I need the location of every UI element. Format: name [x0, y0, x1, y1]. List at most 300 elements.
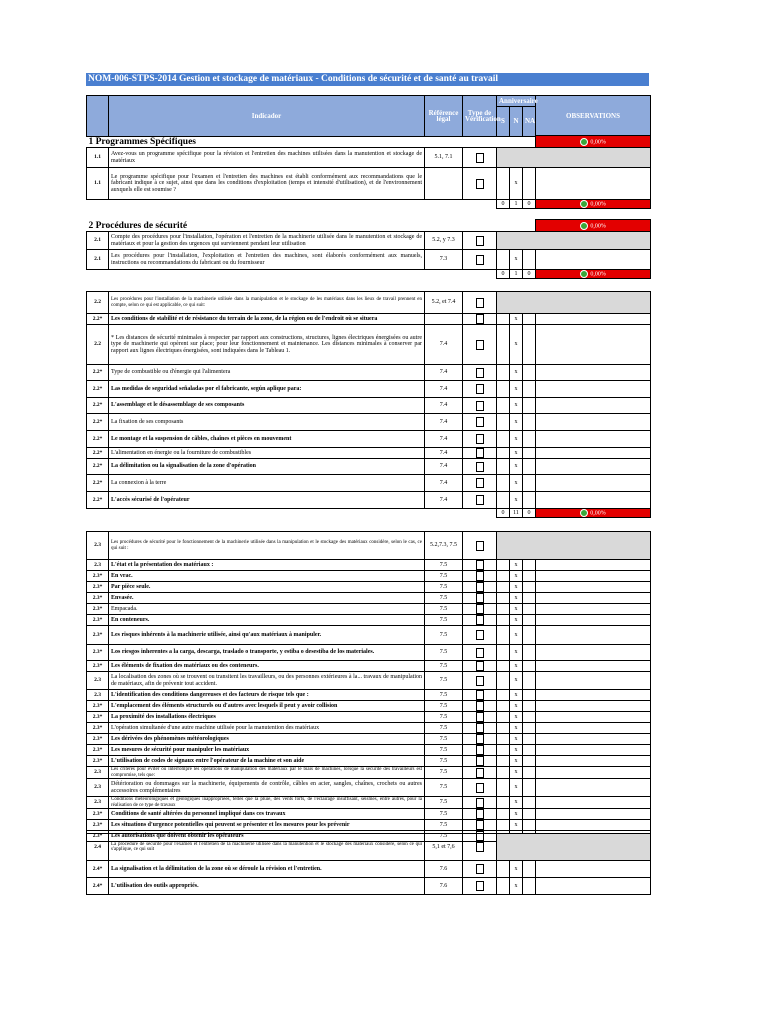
answer-n[interactable]: x — [510, 604, 523, 615]
status-dot-icon — [580, 270, 588, 278]
verification-cell — [463, 690, 497, 701]
table-row — [87, 797, 651, 809]
answer-na[interactable] — [523, 571, 536, 582]
col-header-type: Type de Vérification — [463, 96, 497, 137]
verification-checkbox[interactable] — [476, 571, 484, 581]
observations-cell[interactable] — [536, 809, 651, 820]
observations-cell[interactable] — [536, 661, 651, 672]
observations-cell[interactable] — [536, 645, 651, 661]
legal-reference: 7.4 — [425, 325, 463, 365]
legal-reference: 7.6 — [425, 861, 463, 878]
answer-na[interactable] — [523, 645, 536, 661]
legal-reference: 7.5 — [425, 712, 463, 723]
answer-s[interactable] — [497, 168, 510, 200]
answer-n[interactable]: x — [510, 745, 523, 756]
total-percent: 0,00% — [536, 200, 651, 209]
answer-n[interactable]: x — [510, 168, 523, 200]
answer-n[interactable]: x — [510, 734, 523, 745]
answer-n[interactable]: x — [510, 414, 523, 431]
table-row — [87, 532, 651, 560]
indicator-text: Avez-vous un programme spécifique pour la révision et l'entretien des machines utilisées dans la manutention et stockage de matériaux — [109, 148, 425, 168]
answer-s[interactable] — [497, 593, 510, 604]
row-number: 2.3* — [87, 745, 109, 756]
verification-checkbox[interactable] — [476, 661, 484, 671]
answer-n[interactable]: x — [510, 398, 523, 414]
answer-n[interactable]: x — [510, 582, 523, 593]
col-header-n: N — [510, 107, 523, 137]
answer-s[interactable] — [497, 734, 510, 745]
legal-reference: 7.4 — [425, 414, 463, 431]
row-number: 2.2* — [87, 314, 109, 325]
answer-na[interactable] — [523, 398, 536, 414]
verification-checkbox[interactable] — [476, 560, 484, 570]
answer-na[interactable] — [523, 604, 536, 615]
answer-na[interactable] — [523, 878, 536, 895]
answer-na[interactable] — [523, 723, 536, 734]
col-header-observations: OBSERVATIONS — [536, 96, 651, 137]
observations-cell[interactable] — [536, 745, 651, 756]
answer-na[interactable] — [523, 661, 536, 672]
verification-cell — [463, 797, 497, 809]
answer-n[interactable]: x — [510, 672, 523, 690]
observations-cell[interactable] — [536, 459, 651, 475]
table-row — [87, 767, 651, 779]
verification-checkbox[interactable] — [476, 756, 484, 766]
legal-reference: 7.6 — [425, 878, 463, 895]
row-number: 2.3* — [87, 831, 109, 842]
answer-s[interactable] — [497, 809, 510, 820]
verification-checkbox[interactable] — [476, 842, 484, 852]
verification-cell — [463, 604, 497, 615]
indicator-text: Les procédures pour l'installation, l'exploitation et l'entretien des machines, sont élaborés conformément aux manuels, instructions ou recommandations du fabricant ou du fournisseur — [109, 250, 425, 270]
verification-cell — [463, 861, 497, 878]
answer-s[interactable] — [497, 661, 510, 672]
answer-s[interactable] — [497, 250, 510, 270]
answer-na[interactable] — [523, 809, 536, 820]
answer-na[interactable] — [523, 582, 536, 593]
legal-reference: 7.5 — [425, 571, 463, 582]
observations-cell[interactable] — [536, 723, 651, 734]
verification-checkbox[interactable] — [476, 676, 484, 686]
document-title: NOM-006-STPS-2014 Gestion et stockage de matériaux - Conditions de sécurité et de santé au travail — [86, 73, 649, 86]
legal-reference: 7.4 — [425, 398, 463, 414]
row-number: 2.4* — [87, 878, 109, 895]
legal-reference — [425, 314, 463, 325]
answer-n[interactable]: x — [510, 701, 523, 712]
row-number: 2.2* — [87, 448, 109, 459]
answer-s[interactable] — [497, 779, 510, 797]
verification-checkbox[interactable] — [476, 179, 484, 189]
verification-checkbox[interactable] — [476, 434, 484, 444]
observations-cell[interactable] — [536, 701, 651, 712]
observations-cell[interactable] — [536, 626, 651, 645]
verification-checkbox[interactable] — [476, 630, 484, 640]
observations-cell[interactable] — [536, 712, 651, 723]
legal-reference: 5.1, 7.1 — [425, 148, 463, 168]
answer-n[interactable]: x — [510, 593, 523, 604]
verification-cell — [463, 779, 497, 797]
answer-s[interactable] — [497, 325, 510, 365]
verification-checkbox[interactable] — [476, 701, 484, 711]
verification-cell — [463, 560, 497, 571]
answer-na[interactable] — [523, 779, 536, 797]
legal-reference: 5.2, et 7.4 — [425, 292, 463, 314]
answer-s[interactable] — [497, 398, 510, 414]
answer-n[interactable]: x — [510, 250, 523, 270]
verification-cell — [463, 767, 497, 779]
indicator-text: La procédure de sécurité pour l'examen et l'entretien de la machinerie utilisée dans la manutention et le stockage des matériaux considère, selon ce qui s'applique, ce qui suit — [109, 834, 425, 861]
answer-n[interactable]: x — [510, 809, 523, 820]
answer-na[interactable] — [523, 734, 536, 745]
answer-s[interactable] — [497, 475, 510, 492]
legal-reference: 7.5 — [425, 672, 463, 690]
indicator-text: Les risques inhérents à la machinerie utilisée, ainsi qu'aux matériaux à manipuler. — [109, 626, 425, 645]
answer-s[interactable] — [497, 381, 510, 398]
answer-s[interactable] — [497, 756, 510, 767]
verification-checkbox[interactable] — [476, 798, 484, 808]
table-row — [87, 820, 651, 831]
answer-na[interactable] — [523, 797, 536, 809]
answer-n[interactable]: x — [510, 878, 523, 895]
verification-checkbox[interactable] — [476, 541, 484, 551]
answer-s[interactable] — [497, 314, 510, 325]
answer-na[interactable] — [523, 756, 536, 767]
observations-cell[interactable] — [536, 250, 651, 270]
legal-reference: 7.5 — [425, 661, 463, 672]
section-title: 1 Programmes Spécifiques — [88, 136, 196, 147]
verification-checkbox[interactable] — [476, 593, 484, 603]
verification-checkbox[interactable] — [476, 604, 484, 614]
row-number: 2.3* — [87, 809, 109, 820]
answer-s[interactable] — [497, 712, 510, 723]
answer-na[interactable] — [523, 672, 536, 690]
answer-s[interactable] — [497, 571, 510, 582]
verification-cell — [463, 712, 497, 723]
answer-n[interactable]: x — [510, 861, 523, 878]
procedure-2-2-table — [86, 291, 651, 518]
answer-na[interactable] — [523, 365, 536, 381]
answer-s[interactable] — [497, 645, 510, 661]
legal-reference: 7.5 — [425, 756, 463, 767]
answer-na[interactable] — [523, 492, 536, 509]
verification-checkbox[interactable] — [476, 340, 484, 350]
status-dot-icon — [580, 222, 588, 230]
observations-cell[interactable] — [536, 767, 651, 779]
answer-s[interactable] — [497, 861, 510, 878]
legal-reference: 7.4 — [425, 365, 463, 381]
answer-na[interactable] — [523, 712, 536, 723]
observations-cell[interactable] — [536, 365, 651, 381]
answer-n[interactable]: x — [510, 571, 523, 582]
verification-checkbox[interactable] — [476, 864, 484, 874]
answer-s[interactable] — [497, 459, 510, 475]
answer-na[interactable] — [523, 448, 536, 459]
table-row — [87, 168, 651, 200]
indicator-text: Compte des procédures pour l'installation, l'opération et l'entretien de la machinerie utilisée dans le manutention et stockage de matériaux et pour la gestion des urgences qui surviennent pendant leur utilisation — [109, 232, 425, 250]
verification-checkbox[interactable] — [476, 417, 484, 427]
verification-checkbox[interactable] — [476, 768, 484, 778]
answer-s[interactable] — [497, 604, 510, 615]
answer-na[interactable] — [523, 250, 536, 270]
row-number: 2.2* — [87, 381, 109, 398]
answer-s[interactable] — [497, 672, 510, 690]
observations-cell[interactable] — [536, 571, 651, 582]
procedure-2-3-table — [86, 531, 651, 851]
answer-n[interactable]: x — [510, 431, 523, 448]
verification-checkbox[interactable] — [476, 783, 484, 793]
observations-cell[interactable] — [536, 431, 651, 448]
answer-na[interactable] — [523, 314, 536, 325]
answer-n[interactable]: x — [510, 723, 523, 734]
total-na: 0 — [523, 270, 536, 279]
observations-cell[interactable] — [536, 475, 651, 492]
legal-reference: 7.5 — [425, 560, 463, 571]
answer-n[interactable]: x — [510, 325, 523, 365]
answer-s[interactable] — [497, 431, 510, 448]
indicator-text: La localisation des zones où se trouvent ou transitent les travailleurs, ou des personnes extérieures à la... travaux de manipulation de matériaux, afin de prévenir tout accident. — [109, 672, 425, 690]
row-number: 2.3 — [87, 797, 109, 809]
verification-checkbox[interactable] — [476, 462, 484, 472]
verification-cell — [463, 314, 497, 325]
observations-cell[interactable] — [536, 779, 651, 797]
indicator-text: L'état et la présentation des matériaux : — [109, 560, 425, 571]
answer-s[interactable] — [497, 365, 510, 381]
answer-n[interactable]: x — [510, 615, 523, 626]
verification-checkbox[interactable] — [476, 712, 484, 722]
answer-n[interactable]: x — [510, 690, 523, 701]
observations-cell[interactable] — [536, 734, 651, 745]
answer-s[interactable] — [497, 878, 510, 895]
answer-n[interactable]: x — [510, 767, 523, 779]
answer-n[interactable]: x — [510, 712, 523, 723]
answer-na[interactable] — [523, 626, 536, 645]
table-row — [87, 560, 651, 571]
observations-cell[interactable] — [536, 878, 651, 895]
verification-cell — [463, 593, 497, 604]
verification-checkbox[interactable] — [476, 820, 484, 830]
indicator-text: Le montage et la suspension de câbles, chaînes et pièces en mouvement — [109, 431, 425, 448]
status-dot-icon — [580, 138, 588, 146]
answer-na[interactable] — [523, 690, 536, 701]
answer-s[interactable] — [497, 615, 510, 626]
verification-checkbox[interactable] — [476, 255, 484, 265]
answer-n[interactable]: x — [510, 560, 523, 571]
answer-n[interactable]: x — [510, 645, 523, 661]
verification-checkbox[interactable] — [476, 809, 484, 819]
table-row — [87, 604, 651, 615]
observations-cell[interactable] — [536, 582, 651, 593]
observations-cell[interactable] — [536, 325, 651, 365]
answer-s[interactable] — [497, 690, 510, 701]
verification-checkbox[interactable] — [476, 881, 484, 891]
verification-cell — [463, 431, 497, 448]
answer-n[interactable]: x — [510, 448, 523, 459]
observations-cell[interactable] — [536, 615, 651, 626]
answer-na[interactable] — [523, 431, 536, 448]
answer-n[interactable]: x — [510, 820, 523, 831]
legal-reference: 7.4 — [425, 448, 463, 459]
table-row — [87, 381, 651, 398]
legal-reference: 7.5 — [425, 734, 463, 745]
observations-cell[interactable] — [536, 604, 651, 615]
observations-cell[interactable] — [536, 398, 651, 414]
answer-s[interactable] — [497, 767, 510, 779]
indicator-text: Les conditions de stabilité et de résistance du terrain de la zone, de la région ou de l'endroit où se situera — [109, 314, 425, 325]
answer-n[interactable]: x — [510, 314, 523, 325]
verification-cell — [463, 459, 497, 475]
table-row — [87, 615, 651, 626]
answer-n[interactable]: x — [510, 779, 523, 797]
row-number: 2.1 — [87, 232, 109, 250]
table-row — [87, 431, 651, 448]
answer-na[interactable] — [523, 414, 536, 431]
row-number: 2.3* — [87, 604, 109, 615]
row-number: 2.3* — [87, 593, 109, 604]
verification-checkbox[interactable] — [476, 368, 484, 378]
answer-s[interactable] — [497, 560, 510, 571]
indicator-text: Las medidas de seguridad señaladas por el fabricante, según aplique para: — [109, 381, 425, 398]
answer-n[interactable]: x — [510, 381, 523, 398]
verification-cell — [463, 492, 497, 509]
answer-s[interactable] — [497, 701, 510, 712]
verification-cell — [463, 745, 497, 756]
total-na: 0 — [523, 509, 536, 518]
answer-na[interactable] — [523, 701, 536, 712]
verification-checkbox[interactable] — [476, 648, 484, 658]
verification-cell — [463, 532, 497, 560]
verification-checkbox[interactable] — [476, 745, 484, 755]
legal-reference: 5,1 et 7,6 — [425, 834, 463, 861]
col-header-na: NA — [523, 107, 536, 137]
legal-reference: 7.4 — [425, 492, 463, 509]
observations-cell[interactable] — [536, 414, 651, 431]
answer-s[interactable] — [497, 723, 510, 734]
table-row — [87, 571, 651, 582]
total-n: 1 — [510, 200, 523, 209]
verification-checkbox[interactable] — [476, 734, 484, 744]
answer-s[interactable] — [497, 745, 510, 756]
verification-checkbox[interactable] — [476, 448, 484, 458]
observations-cell[interactable] — [536, 820, 651, 831]
observations-cell[interactable] — [536, 448, 651, 459]
col-header-s: S — [497, 107, 510, 137]
answer-s[interactable] — [497, 797, 510, 809]
answer-s[interactable] — [497, 414, 510, 431]
verification-checkbox[interactable] — [476, 401, 484, 411]
verification-checkbox[interactable] — [476, 615, 484, 625]
answer-s[interactable] — [497, 492, 510, 509]
answer-na[interactable] — [523, 593, 536, 604]
header-table — [86, 95, 651, 137]
legal-reference: 7.5 — [425, 604, 463, 615]
answer-n[interactable]: x — [510, 459, 523, 475]
answer-na[interactable] — [523, 615, 536, 626]
legal-reference: 7.5 — [425, 615, 463, 626]
row-number: 2.4* — [87, 861, 109, 878]
table-row — [87, 661, 651, 672]
observations-cell[interactable] — [536, 560, 651, 571]
answer-na[interactable] — [523, 745, 536, 756]
observations-cell[interactable] — [536, 314, 651, 325]
table-row — [87, 861, 651, 878]
verification-checkbox[interactable] — [476, 582, 484, 592]
answer-s[interactable] — [497, 626, 510, 645]
observations-cell[interactable] — [536, 168, 651, 200]
answer-n[interactable]: x — [510, 365, 523, 381]
observations-cell[interactable] — [536, 797, 651, 809]
observations-cell[interactable] — [536, 861, 651, 878]
verification-checkbox[interactable] — [476, 236, 484, 246]
answer-na[interactable] — [523, 767, 536, 779]
observations-cell[interactable] — [536, 492, 651, 509]
row-number: 2.4 — [87, 834, 109, 861]
indicator-text: L'identification des conditions dangereuses et des facteurs de risque tels que : — [109, 690, 425, 701]
answer-n[interactable]: x — [510, 626, 523, 645]
answer-na[interactable] — [523, 459, 536, 475]
verification-cell — [463, 701, 497, 712]
answer-n[interactable]: x — [510, 756, 523, 767]
row-number: 2.3* — [87, 734, 109, 745]
verification-checkbox[interactable] — [476, 298, 484, 308]
observations-cell[interactable] — [536, 381, 651, 398]
table-row — [87, 593, 651, 604]
answer-na[interactable] — [523, 560, 536, 571]
row-number: 2.3 — [87, 672, 109, 690]
table-row — [87, 734, 651, 745]
verification-checkbox[interactable] — [476, 153, 484, 163]
row-number: 2.3 — [87, 532, 109, 560]
verification-checkbox[interactable] — [476, 495, 484, 505]
answer-na[interactable] — [523, 820, 536, 831]
answer-s[interactable] — [497, 582, 510, 593]
answer-na[interactable] — [523, 475, 536, 492]
observations-cell[interactable] — [536, 756, 651, 767]
legal-reference: 7.5 — [425, 797, 463, 809]
answer-na[interactable] — [523, 168, 536, 200]
total-s: 0 — [497, 270, 510, 279]
indicator-text: Les situations d'urgence potentielles qui peuvent se présenter et les mesures pour les prévenir — [109, 820, 425, 831]
indicator-text: Les mesures de sécurité pour manipuler les matériaux — [109, 745, 425, 756]
answer-na[interactable] — [523, 861, 536, 878]
observations-cell[interactable] — [536, 593, 651, 604]
verification-checkbox[interactable] — [476, 314, 484, 324]
indicator-text: L'utilisation des outils appropriés. — [109, 878, 425, 895]
answer-s[interactable] — [497, 820, 510, 831]
table-row — [87, 809, 651, 820]
verification-checkbox[interactable] — [476, 478, 484, 488]
row-number: 2.2* — [87, 431, 109, 448]
answer-n[interactable]: x — [510, 475, 523, 492]
verification-checkbox[interactable] — [476, 384, 484, 394]
verification-cell — [463, 232, 497, 250]
row-number: 2.2* — [87, 492, 109, 509]
indicator-text: L'alimentation en énergie ou la fourniture de combustibles — [109, 448, 425, 459]
table-row — [87, 475, 651, 492]
answer-n[interactable]: x — [510, 797, 523, 809]
observations-cell[interactable] — [536, 690, 651, 701]
total-s: 0 — [497, 200, 510, 209]
verification-cell — [463, 571, 497, 582]
verification-checkbox[interactable] — [476, 690, 484, 700]
table-row — [87, 672, 651, 690]
answer-na[interactable] — [523, 325, 536, 365]
observations-cell[interactable] — [536, 672, 651, 690]
answer-s[interactable] — [497, 448, 510, 459]
answer-n[interactable]: x — [510, 661, 523, 672]
answer-na[interactable] — [523, 381, 536, 398]
answer-n[interactable]: x — [510, 492, 523, 509]
verification-checkbox[interactable] — [476, 723, 484, 733]
